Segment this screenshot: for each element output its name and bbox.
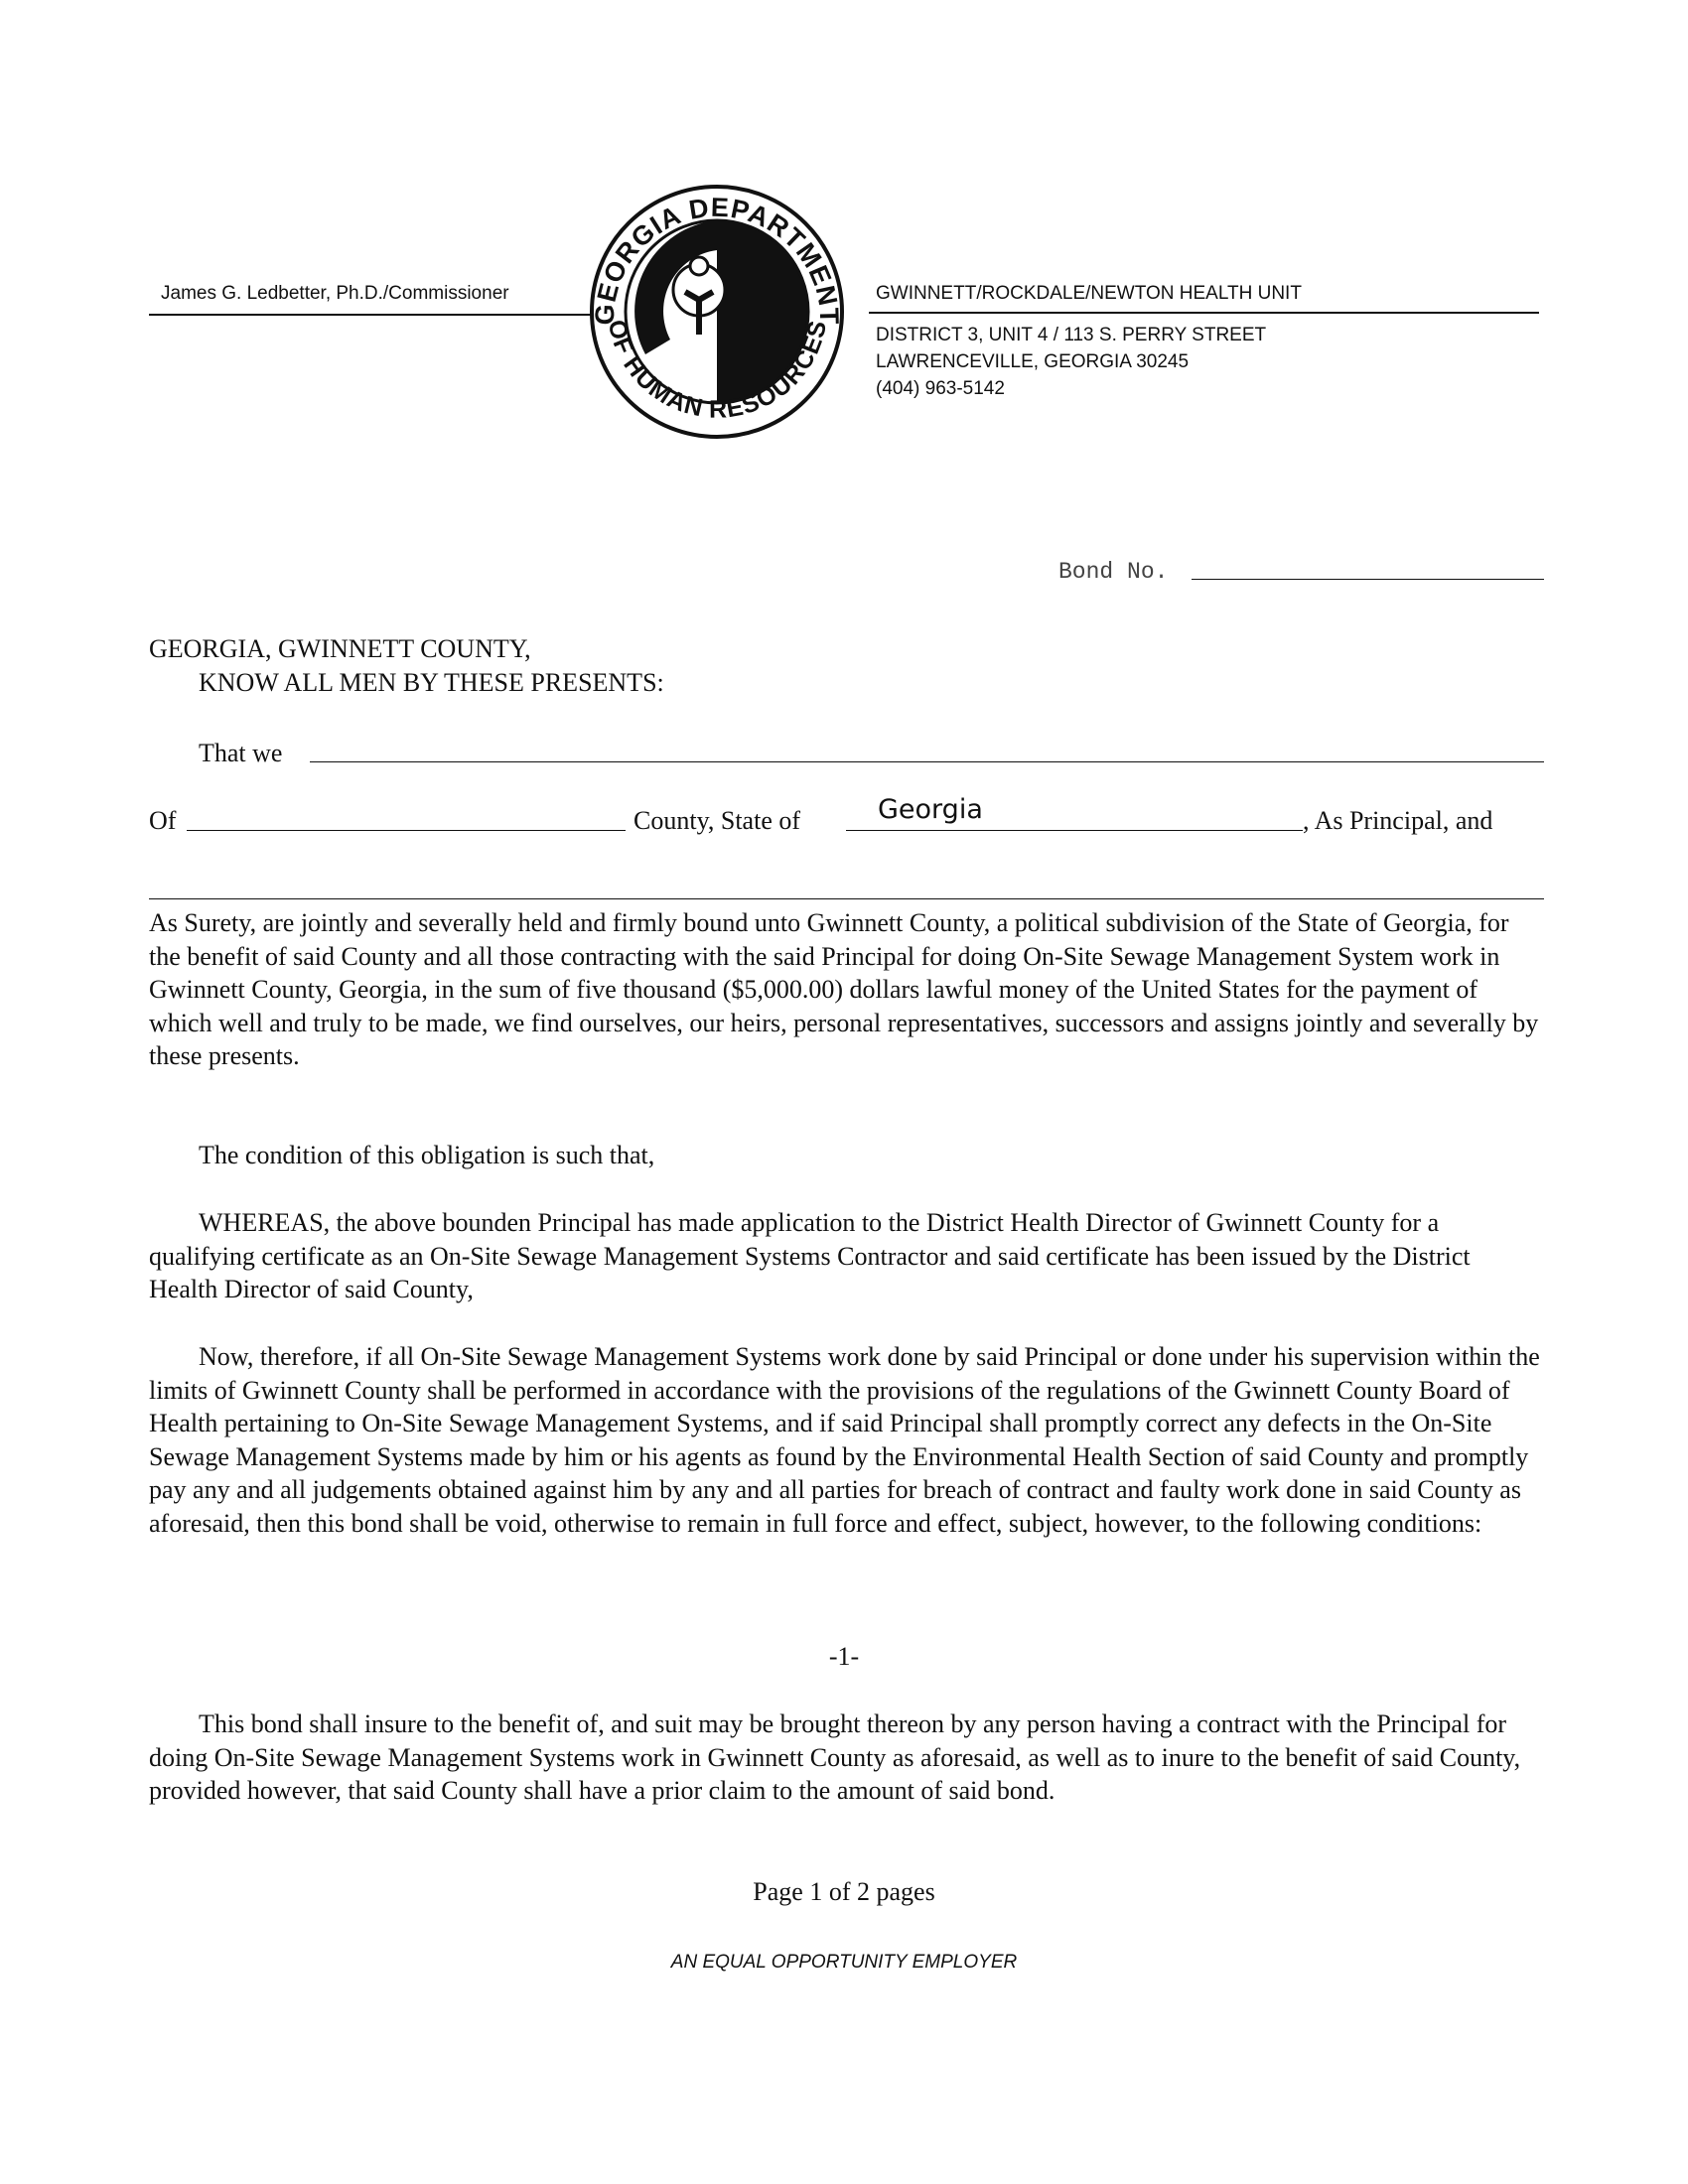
of-label: Of bbox=[149, 806, 177, 835]
that-we-field[interactable] bbox=[310, 761, 1544, 762]
opening-heading: KNOW ALL MEN BY THESE PRESENTS: bbox=[199, 668, 664, 697]
surety-paragraph: As Surety, are jointly and severally held and firmly bound unto Gwinnett County, a political subdivision of the State of Georgia, for the benefit of said County and all those contracting with the said Principal for doing On-Site Sewage Management System work in Gwinnett County, Georgia, in the sum of five thousand ($5,000.00) dollars lawful money of the United States for the payment of which well and truly to be made, we find ourselves, our heirs, personal representatives, successors and assigns jointly and severally by these presents. bbox=[149, 908, 1539, 1070]
page-indicator: Page 1 of 2 pages bbox=[753, 1877, 935, 1906]
health-unit-name: GWINNETT/ROCKDALE/NEWTON HEALTH UNIT bbox=[876, 283, 1302, 304]
county-state-label: County, State of bbox=[633, 806, 801, 835]
section-number: -1- bbox=[828, 1642, 860, 1671]
benefit-paragraph: This bond shall insure to the benefit of, and suit may be brought thereon by any person having a contract with the Principal for doing On-Site Sewage Management Systems work in Gwinnett County as aforesaid, as well as to inure to the benefit of said County, provided however, that said County shall have a prior claim to the amount of said bond. bbox=[149, 1709, 1521, 1805]
phone-number: (404) 963-5142 bbox=[876, 378, 1005, 399]
whereas-paragraph: WHEREAS, the above bounden Principal has made application to the District Health Director of Gwinnett County for a qualifying certificate as an On-Site Sewage Management Systems Contractor and said certificate has been issued by the District Health Director of said County, bbox=[149, 1208, 1471, 1303]
commissioner-name: James G. Ledbetter, Ph.D./Commissioner bbox=[161, 283, 509, 304]
jurisdiction-heading: GEORGIA, GWINNETT COUNTY, bbox=[149, 634, 531, 663]
address-line-2: LAWRENCEVILLE, GEORGIA 30245 bbox=[876, 351, 1190, 372]
state-value: Georgia bbox=[878, 794, 983, 825]
therefore-paragraph: Now, therefore, if all On-Site Sewage Management Systems work done by said Principal or done under his supervision within the limits of Gwinnett County shall be performed in accordance with the provisions of the regulations of the Gwinnett County Board of Health pertaining to On-Site Sewage Management Systems, and if said Principal shall promptly correct any defects in the On-Site Sewage Management Systems made by him or his agents as found by the Environmental Health Section of said County and promptly pay any and all judgements obtained against him by any and all parties for breach of contract and faulty work done in said County as aforesaid, then this bond shall be void, otherwise to remain in full force and effect, subject, however, to the following conditions: bbox=[149, 1342, 1540, 1538]
seal-icon bbox=[586, 181, 849, 444]
county-field[interactable] bbox=[187, 830, 626, 831]
seal-top-text: GEORGIA DEPARTMENT bbox=[589, 192, 845, 327]
bond-no-label: Bond No. bbox=[1058, 559, 1169, 585]
that-we-label: That we bbox=[199, 739, 283, 767]
department-seal bbox=[586, 181, 849, 444]
address-line-1: DISTRICT 3, UNIT 4 / 113 S. PERRY STREET bbox=[876, 325, 1267, 345]
letterhead-rule-left bbox=[149, 314, 591, 316]
condition-paragraph: The condition of this obligation is such that, bbox=[199, 1141, 655, 1169]
surety-field[interactable] bbox=[149, 898, 1544, 899]
bond-no-field[interactable] bbox=[1192, 579, 1544, 580]
seal-bottom-text: OF HUMAN RESOURCES bbox=[602, 317, 833, 424]
principal-label: , As Principal, and bbox=[1303, 806, 1493, 835]
letterhead-rule-right bbox=[869, 312, 1539, 314]
employer-statement: AN EQUAL OPPORTUNITY EMPLOYER bbox=[670, 1952, 1018, 1973]
state-field[interactable] bbox=[846, 794, 1303, 831]
